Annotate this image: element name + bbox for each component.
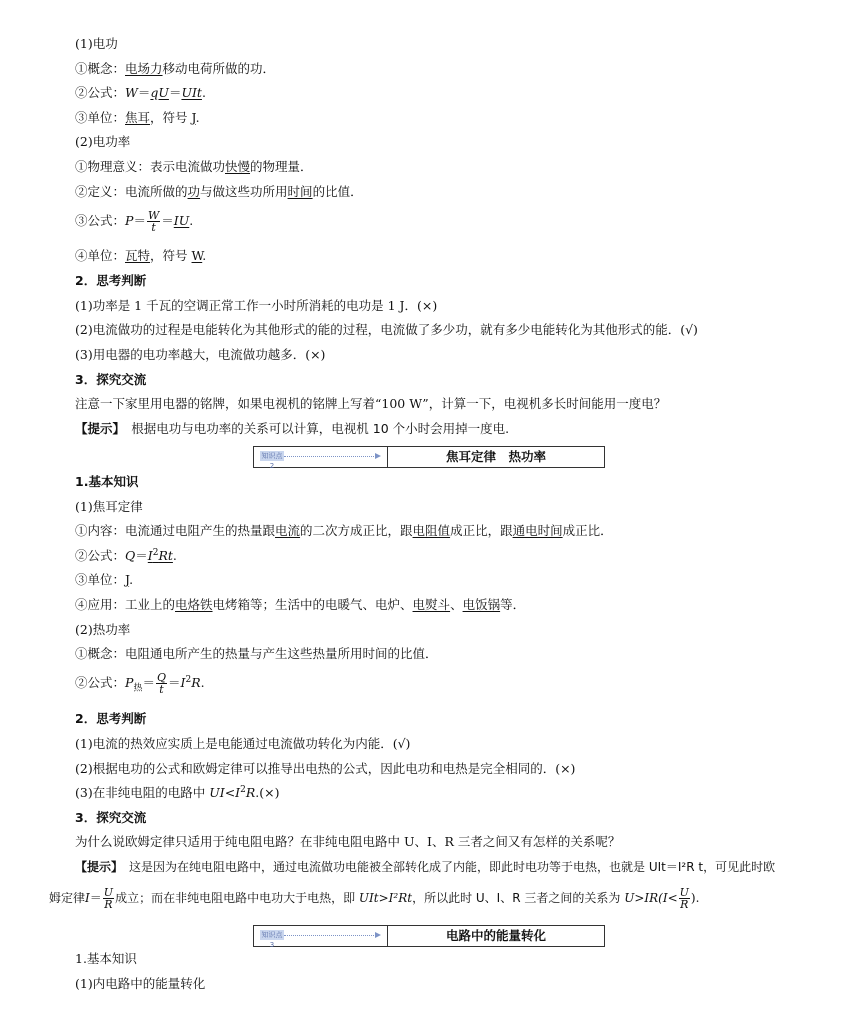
- section-title-joule: 焦耳定律 热功率: [445, 449, 546, 464]
- judge2-item-1: (1)电流的热效应实质上是电能通过电流做功转化为内能．(√): [75, 736, 411, 751]
- hint2-line-2: 姆定律I＝ $\frac{U}{R}$ 成立；而在非纯电阻电路中电功大于电热，即 UIt>I²Rt，所以此时 U、I、R 三者之间的关系为 U>IR(I< $\frac{U}{R}$ ).: [49, 886, 700, 911]
- fraction-u-over-r: $\frac{U}{R}$: [103, 886, 114, 911]
- knowledge-point-tag: 知识点 2: [261, 452, 283, 470]
- heading-electric-work: (1)电功: [75, 36, 118, 51]
- power-definition-line: ②定义：电流所做的功与做这些功所用时间的比值．: [75, 184, 363, 199]
- knowledge-point-tag-3: 知识点 3: [261, 931, 283, 949]
- hint-line: 【提示】 根据电功与电功率的关系可以计算，电视机 10 个小时会用掉一度电.: [75, 421, 510, 436]
- joule-unit-line: ③单位：J.: [75, 572, 134, 587]
- section-bar-energy: [253, 925, 605, 947]
- judge-item-2: (2)电流做功的过程是电能转化为其他形式的能的过程，电流做了多少功，就有多少电能转化为其他形式的能．(√): [75, 322, 698, 337]
- joule-formula-line: ②公式：$Q=I^2Rt$.: [75, 547, 177, 563]
- think-judge-heading-2: 2．思考判断: [75, 711, 147, 726]
- explore-heading: 3．探究交流: [75, 372, 147, 387]
- hint2-line-1: 【提示】 这是因为在纯电阻电路中，通过电流做功电能被全部转化成了内能，即此时电功等于电热，也就是 UIt＝I²R t，可见此时欧: [75, 860, 776, 874]
- judge2-item-3: (3)在非纯电阻的电路中 $UI<I^2R.(\times)$: [75, 784, 280, 800]
- work-formula-line: ②公式：W＝qU＝UIt.: [75, 85, 206, 100]
- section-bar-joule: [253, 446, 605, 468]
- judge2-item-2: (2)根据电功的公式和欧姆定律可以推导出电热的公式，因此电功和电热是完全相同的．(×): [75, 761, 576, 776]
- explore-heading-2: 3．探究交流: [75, 810, 147, 825]
- joule-application-line: ④应用：工业上的电烙铁电烤箱等；生活中的电暖气、电炉、电熨斗、电饭锅等．: [75, 597, 526, 612]
- heat-power-concept: ①概念：电阻通电所产生的热量与产生这些热量所用时间的比值．: [75, 646, 438, 661]
- think-judge-heading: 2．思考判断: [75, 273, 147, 288]
- power-meaning-line: ①物理意义：表示电流做功快慢的物理量．: [75, 159, 313, 174]
- heading-electric-power: (2)电功率: [75, 134, 131, 149]
- heading-joule-law: (1)焦耳定律: [75, 499, 143, 514]
- power-unit-line: ④单位：瓦特，符号 W.: [75, 248, 207, 263]
- arrow-right-icon: [375, 932, 381, 938]
- heading-inner-circuit: (1)内电路中的能量转化: [75, 976, 206, 991]
- section-title-energy: 电路中的能量转化: [445, 928, 546, 943]
- basic-knowledge-heading-2: 1.基本知识: [75, 474, 139, 489]
- heat-power-formula: ②公式：$P_热=$ $\frac{Q}{t}$ $=I^2R$.: [75, 671, 205, 696]
- fraction-w-over-t: $\frac{W}{t}$: [147, 209, 160, 234]
- judge-item-1: (1)功率是 1 千瓦的空调正常工作一小时所消耗的电功是 1 J．(×): [75, 298, 438, 313]
- explore-question-2: 为什么说欧姆定律只适用于纯电阻电路？在非纯电阻电路中 U、I、R 三者之间又有怎样的关系呢？: [75, 834, 621, 849]
- fraction-u-over-r-2: $\frac{U}{R}$: [679, 886, 689, 911]
- heading-heat-power: (2)热功率: [75, 622, 131, 637]
- power-formula-line: ③公式：P＝ $\frac{W}{t}$ ＝IU.: [75, 209, 194, 234]
- fraction-q-over-t: $\frac{Q}{t}$: [156, 671, 166, 696]
- joule-content-line: ①内容：电流通过电阻产生的热量跟电流的二次方成正比，跟电阻值成正比，跟通电时间成正比．: [75, 523, 613, 538]
- arrow-right-icon: [375, 453, 381, 459]
- judge-item-3: (3)用电器的电功率越大，电流做功越多．(×): [75, 347, 326, 362]
- work-concept-line: ①概念：电场力移动电荷所做的功．: [75, 61, 276, 76]
- basic-knowledge-heading-3: 1.基本知识: [75, 951, 137, 966]
- explore-question: 注意一下家里用电器的铭牌，如果电视机的铭牌上写着“100 W”，计算一下，电视机多长时间能用一度电？: [75, 396, 667, 411]
- work-unit-line: ③单位：焦耳，符号 J.: [75, 110, 200, 125]
